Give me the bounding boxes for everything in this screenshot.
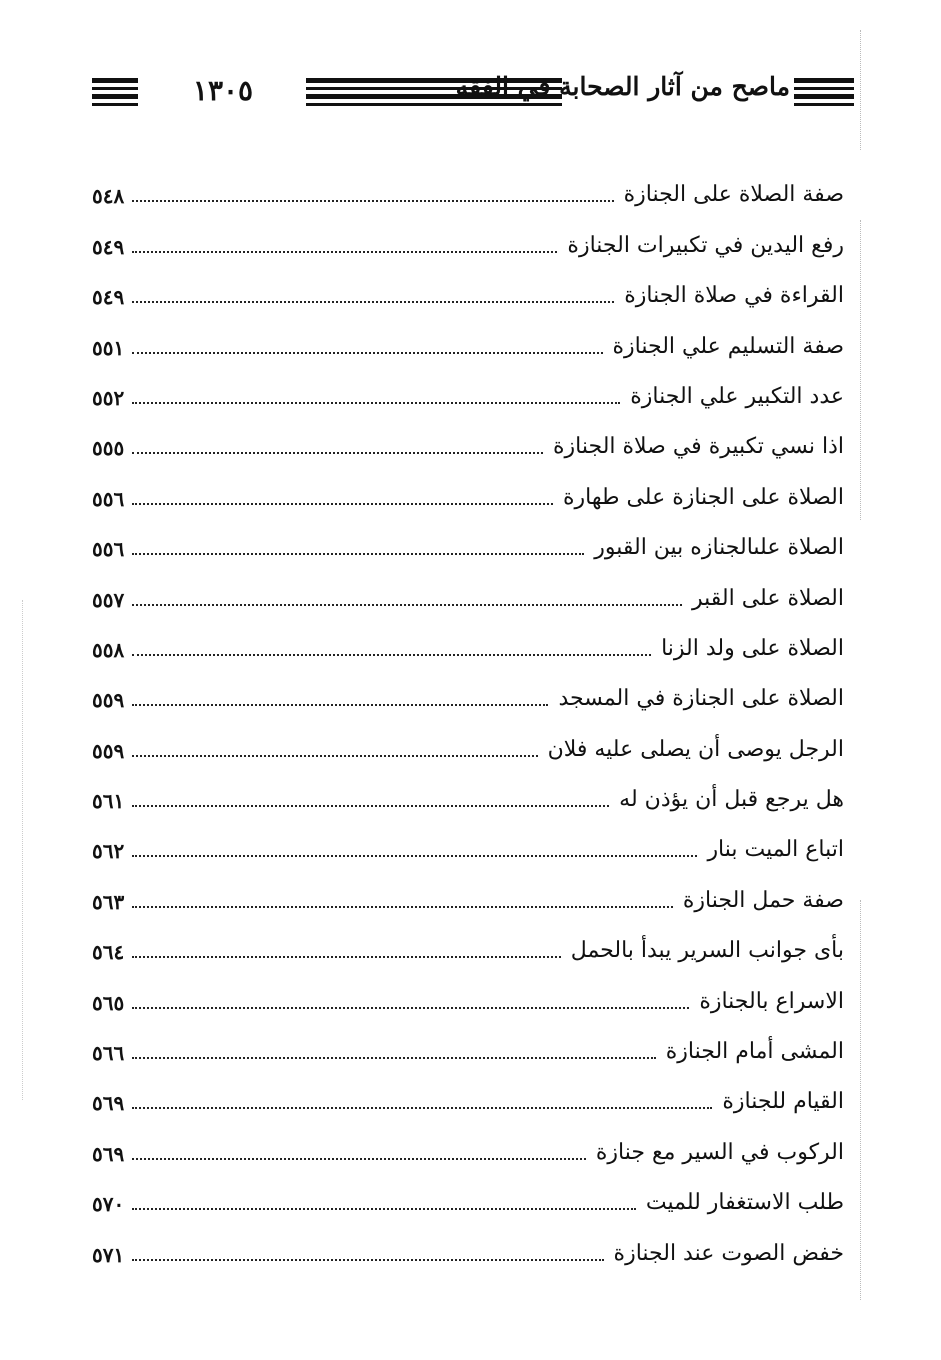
toc-entry [92, 1230, 844, 1280]
toc-entry-title: الصلاة علىالجنازه بين القبور [594, 535, 844, 561]
toc-entry-title: اذا نسي تكبيرة في صلاة الجنازة [553, 434, 844, 460]
toc-entry-page-number: ٥٦٢ [92, 839, 125, 864]
toc-entry-title: عدد التكبير علي الجنازة [630, 383, 844, 409]
dot-leader [132, 352, 602, 354]
margin-dotted-line [22, 600, 25, 1100]
toc-entry-title: بأى جوانب السرير يبدأ بالحمل [570, 938, 844, 964]
dot-leader [132, 1007, 689, 1009]
page-header [92, 72, 854, 118]
toc-entry-page-number: ٥٧١ [92, 1242, 125, 1267]
toc-entry-page-number: ٥٦٣ [92, 889, 125, 914]
toc-entry-page-number: ٥٤٨ [92, 184, 125, 209]
dot-leader [132, 301, 614, 303]
toc-entry-page-number: ٥٥٨ [92, 637, 125, 662]
page-number: ١٣٠٥ [192, 74, 254, 107]
toc-entry-title: الصلاة على القبر [691, 585, 844, 611]
toc-entry [92, 273, 844, 323]
toc-entry [92, 424, 844, 474]
toc-entry-title: صفة الصلاة على الجنازة [623, 182, 844, 208]
toc-entry-title: المشى أمام الجنازة [665, 1039, 844, 1065]
dot-leader [132, 906, 673, 908]
toc-entry-page-number: ٥٥٥ [92, 436, 125, 461]
toc-entry-page-number: ٥٦٦ [92, 1041, 125, 1066]
toc-entry-title: رفع اليدين في تكبيرات الجنازة [567, 232, 844, 258]
header-rule-left [92, 78, 138, 112]
margin-dotted-line [860, 220, 863, 520]
toc-entry [92, 777, 844, 827]
toc-entry-title: اتباع الميت بنار [707, 837, 844, 863]
dot-leader [132, 402, 620, 404]
toc-entry-title: طلب الاستغفار للميت [645, 1190, 844, 1216]
toc-entry-page-number: ٥٥٦ [92, 537, 125, 562]
toc-entry-title: الركوب في السير مع جنازة [595, 1139, 844, 1165]
toc-entry [92, 1079, 844, 1129]
dot-leader [132, 251, 557, 253]
dot-leader [132, 553, 584, 555]
toc-entry-title: صفة حمل الجنازة [682, 887, 844, 913]
toc-entry-title: خفض الصوت عند الجنازة [613, 1240, 844, 1266]
toc-entry [92, 726, 844, 776]
dot-leader [132, 200, 613, 202]
toc-entry-page-number: ٥٦٤ [92, 940, 125, 965]
dot-leader [132, 503, 553, 505]
toc-entry-title: الاسراع بالجنازة [699, 988, 844, 1014]
header-rule-right [794, 78, 854, 112]
toc-entry [92, 374, 844, 424]
toc-entry [92, 323, 844, 373]
toc-entry-title: الرجل يوصى أن يصلى عليه فلان [547, 736, 844, 762]
dot-leader [132, 1158, 586, 1160]
toc-entry-page-number: ٥٥٢ [92, 385, 125, 410]
toc-entry-page-number: ٥٦١ [92, 789, 125, 814]
dot-leader [132, 704, 548, 706]
toc-entry-page-number: ٥٦٩ [92, 1141, 125, 1166]
toc-entry [92, 1180, 844, 1230]
dot-leader [132, 805, 609, 807]
toc-entry [92, 626, 844, 676]
toc-entry-page-number: ٥٥٧ [92, 587, 125, 612]
dot-leader [132, 1208, 636, 1210]
toc-entry-title: الصلاة على الجنازة على طهارة [562, 484, 844, 510]
toc-entry-page-number: ٥٥٦ [92, 486, 125, 511]
toc-entry [92, 474, 844, 524]
table-of-contents [92, 172, 844, 1281]
toc-entry-page-number: ٥٥٩ [92, 688, 125, 713]
toc-entry [92, 222, 844, 272]
toc-entry-page-number: ٥٥١ [92, 335, 125, 360]
toc-entry-title: الصلاة على الجنازة في المسجد [558, 686, 844, 712]
toc-entry-page-number: ٥٤٩ [92, 285, 125, 310]
toc-entry [92, 1029, 844, 1079]
toc-entry-title: الصلاة على ولد الزنا [661, 635, 844, 661]
toc-entry [92, 575, 844, 625]
running-title: ماصح من آثار الصحابة في الفقه [455, 72, 790, 101]
toc-entry [92, 978, 844, 1028]
dot-leader [132, 604, 682, 606]
toc-entry-page-number: ٥٦٥ [92, 990, 125, 1015]
toc-entry-title: صفة التسليم علي الجنازة [612, 333, 844, 359]
toc-entry-title: القيام للجنازة [722, 1089, 844, 1115]
dot-leader [132, 654, 651, 656]
toc-entry [92, 928, 844, 978]
toc-entry [92, 525, 844, 575]
margin-dotted-line [860, 900, 863, 1300]
dot-leader [132, 1057, 656, 1059]
dot-leader [132, 1259, 603, 1261]
dot-leader [132, 755, 537, 757]
margin-dotted-line [860, 30, 863, 150]
toc-entry-page-number: ٥٥٩ [92, 738, 125, 763]
dot-leader [132, 956, 561, 958]
toc-entry-page-number: ٥٤٩ [92, 234, 125, 259]
dot-leader [132, 452, 543, 454]
toc-entry [92, 827, 844, 877]
toc-entry-title: هل يرجع قبل أن يؤذن له [619, 787, 844, 813]
dot-leader [132, 855, 697, 857]
toc-entry [92, 877, 844, 927]
toc-entry [92, 676, 844, 726]
toc-entry-page-number: ٥٧٠ [92, 1192, 125, 1217]
dot-leader [132, 1107, 712, 1109]
toc-entry-title: القراءة في صلاة الجنازة [624, 283, 844, 309]
toc-entry-page-number: ٥٦٩ [92, 1091, 125, 1116]
toc-entry [92, 1129, 844, 1179]
toc-entry [92, 172, 844, 222]
